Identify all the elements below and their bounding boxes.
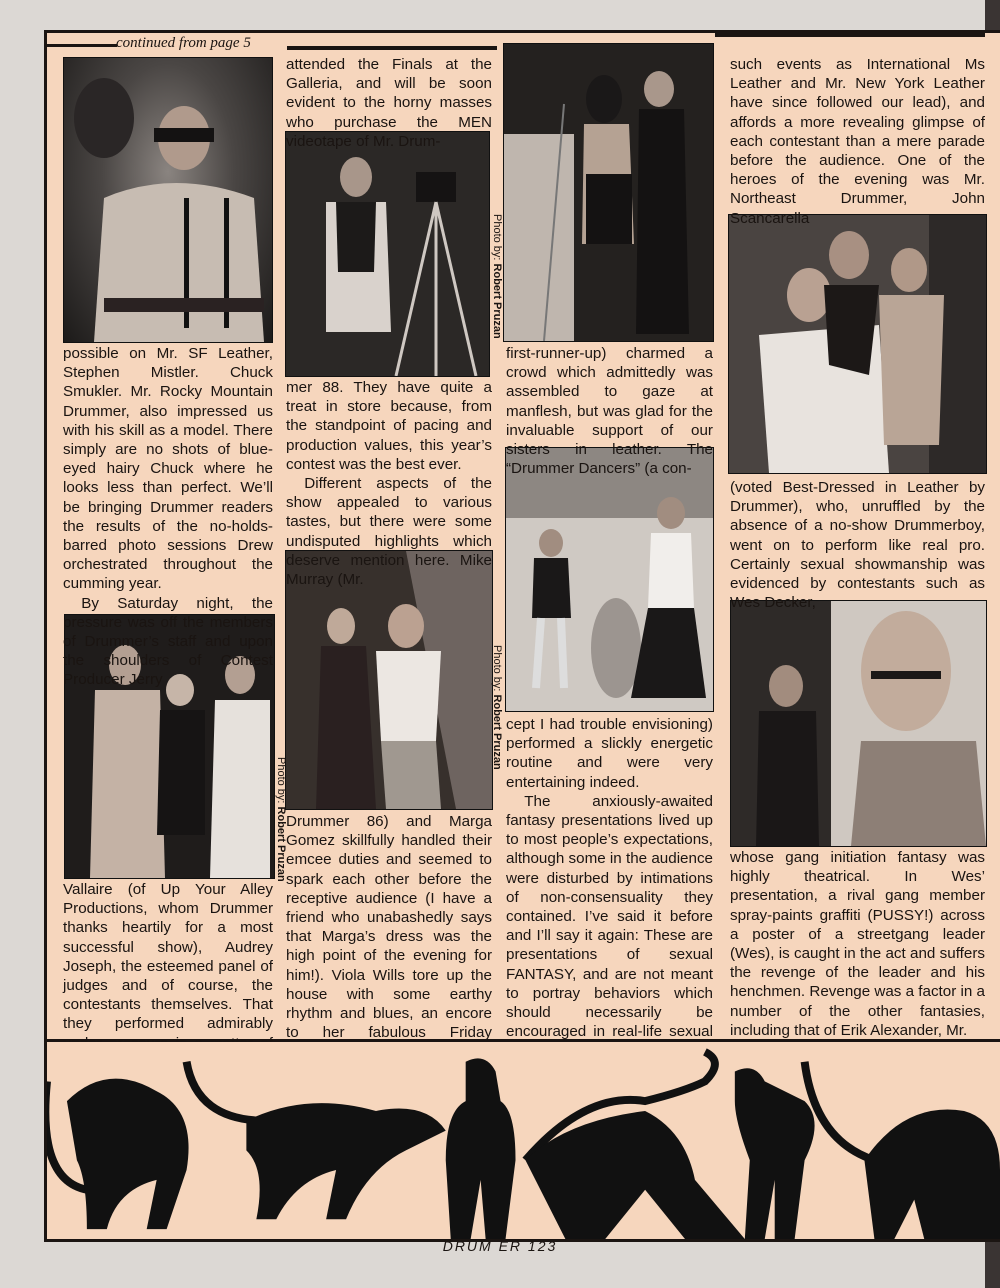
column-1-text-a: possible on Mr. SF Leather, Stephen Mistler. Chuck Smukler. Mr. Rocky Mountain Drummer, also impressed us with his skill as a model. There simply are no shots of blue-eyed hairy Chuck where he looks less than perfect. We’ll be bringing Drummer readers the results of the no-holds-barred photo sessions Drew orchestrated throughout the cumming year. By Saturday night, the pressure was off the members of Drummer’s staff and upon the shoulders of Contest Producer Jerry bbox=[63, 345, 273, 689]
photo-drummer-dancers bbox=[505, 447, 714, 712]
column-2-text-a: attended the Finals at the Galleria, and will be soon evident to the horny masses who purchase the MEN videotape of Mr. Drum- bbox=[286, 56, 492, 150]
photo-credit-2: Photo by: Robert Pruzan bbox=[491, 645, 503, 770]
column-3-text-a: first-runner-up) charmed a crowd which admittedly was assembled to gaze at manflesh, but was glad for the invaluable support of our sisters in leather. The “Drummer Dancers” (a con- bbox=[506, 345, 713, 478]
photo-man-gagged bbox=[63, 57, 273, 343]
photo-women-at-microphone bbox=[503, 43, 714, 342]
column-2-text-b: mer 88. They have quite a treat in store because, from the standpoint of pacing and production values, this year’s contest was the best ever. Different aspects of the show appealed to various tastes, but there were some undisputed highlights which deserve mention here. Mike Murray (Mr. bbox=[286, 379, 492, 589]
column-4-text-a: such events as International Ms Leather and Mr. New York Leather have since followed our lead), and affords a more revealing glimpse of each contestant than a mere parade before the audience. One of the heroes of the evening was Mr. Northeast Drummer, John Scancarella bbox=[730, 56, 985, 227]
continued-from-label: continued from page 5 bbox=[116, 35, 251, 51]
top-rule-left bbox=[47, 44, 117, 47]
photo-wes-decker-fantasy bbox=[730, 600, 987, 847]
column-1-text-b: Vallaire (of Up Your Alley Productions, whom Drummer thanks heartily for a most successful show), Audrey Joseph, the esteemed panel of judges and of course, the contestants themselves. That they performed admirably bbox=[63, 881, 273, 1033]
column-3-text-b: cept I had trouble envisioning) performed a slickly energetic routine and were very entertaining indeed. The anxiously-awaited fantasy presentations lived up to most people’s expectations, although some in the audience were disturbed by intimations of non-consensuality they contained. I’ve said it before and I’ll say it again: These are presentations of sexual FANTASY, and are not meant to portray behaviors which should necessarily be encouraged in real-life sexual bbox=[506, 716, 713, 1041]
column-4-text-b: (voted Best-Dressed in Leather by Drummer), who, unruffled by the absence of a no-show Drummerboy, went on to perform like real pro. Certainly sexual showmanship was evidenced by contestants such as Wes Decker, bbox=[730, 479, 985, 612]
photo-credit-3: Photo by: Robert Pruzan bbox=[275, 757, 287, 882]
photo-cameraman bbox=[285, 131, 490, 377]
column-2-text-c: Drummer 86) and Marga Gomez skillfully handled their emcee duties and seemed to spark each other before the receptive audience (I have a friend who unabashedly says that Marga’s dress was the high point of the evening for him!). Viola Wills tore up the house with some earthy rhythm and blues, an encore to her fabulous Friday bbox=[286, 813, 492, 1042]
panther-illustration bbox=[47, 1042, 1000, 1239]
photo-john-scancarella bbox=[728, 214, 987, 474]
photo-credit-1: Photo by: Robert Pruzan bbox=[491, 214, 503, 339]
column-4-text-c: whose gang initiation fantasy was highly theatrical. In Wes’ presentation, a rival gang member spray-paints graffiti (PUSSY!) across a poster of a streetgang leader (Wes), is caught in the act and suffers the revenge of the leader and his henchmen. Revenge was a factor in a number of the other fantasies, including that of Erik Alexander, Mr. bbox=[730, 849, 985, 1039]
top-rule-col4 bbox=[715, 33, 985, 37]
panther-illustration-band bbox=[44, 1042, 1000, 1242]
magazine-footer: DRUM ER 123 bbox=[442, 1238, 558, 1254]
top-rule-col2 bbox=[287, 46, 497, 50]
